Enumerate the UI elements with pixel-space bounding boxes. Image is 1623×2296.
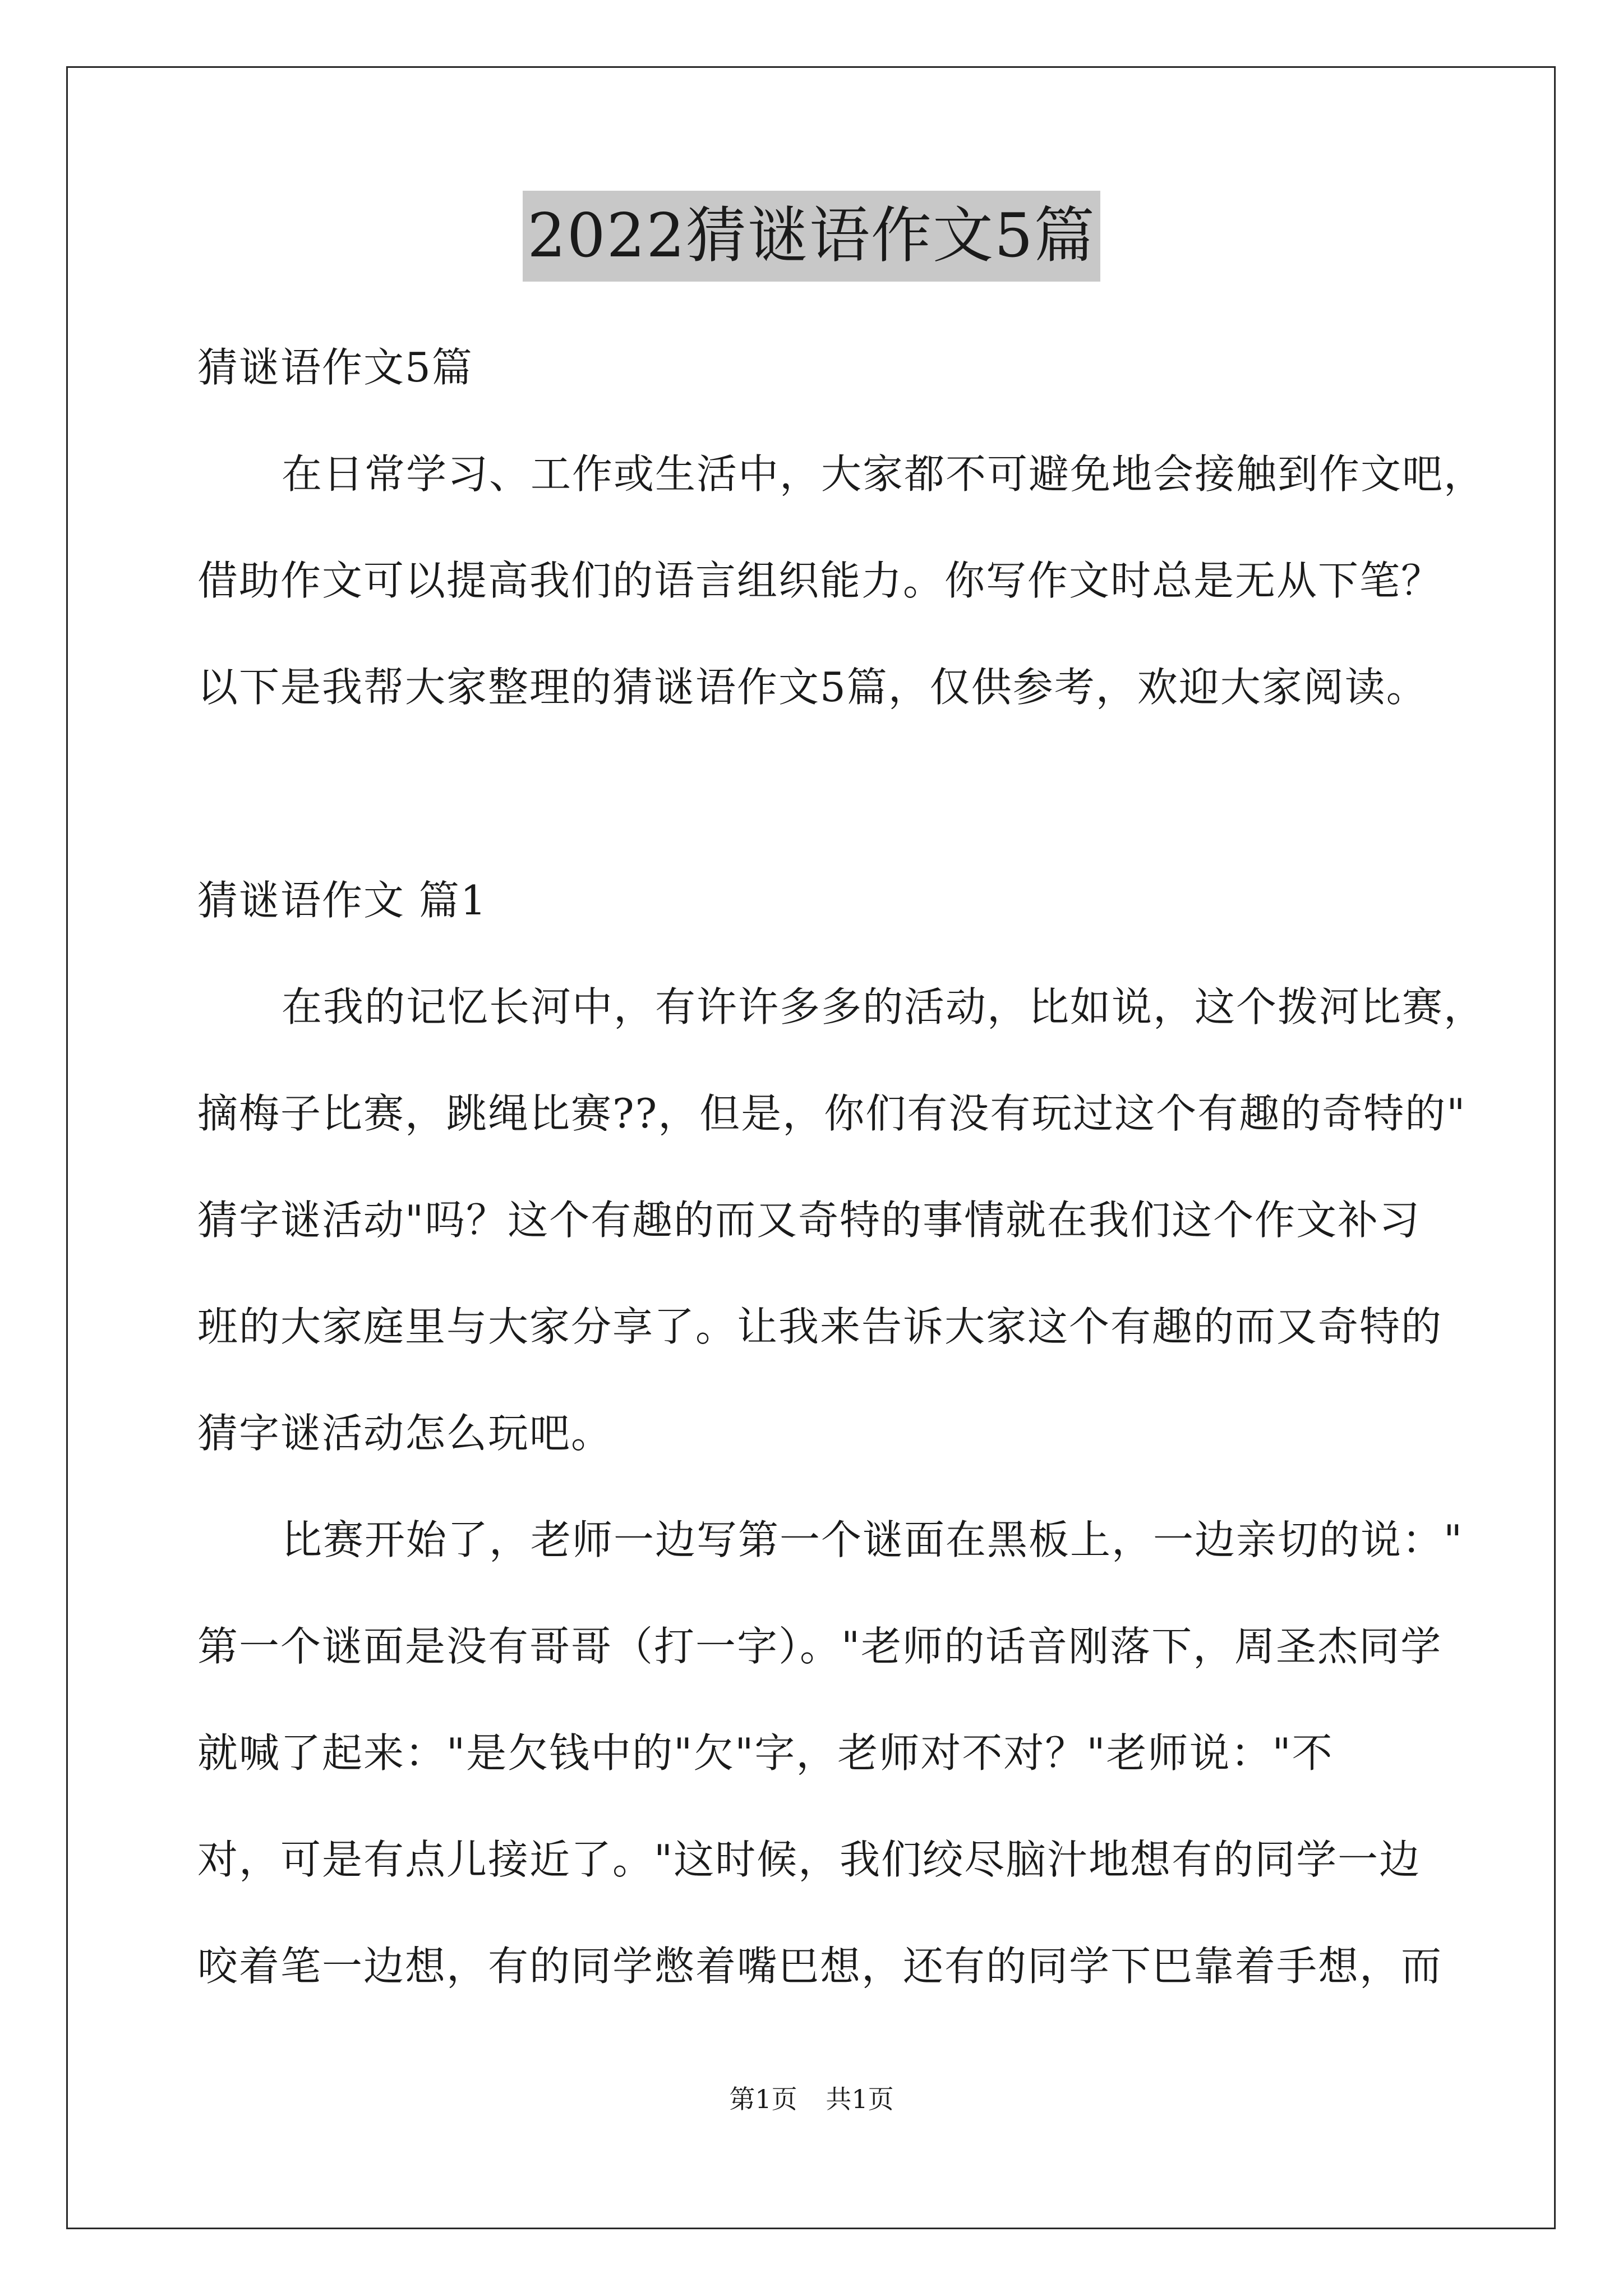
paragraph1-line: 猜字谜活动怎么玩吧。 [197, 1410, 613, 1457]
intro-line: 在日常学习、工作或生活中，大家都不可避免地会接触到作文吧， [282, 450, 1486, 498]
paragraph-gap [197, 740, 1431, 847]
intro-line: 以下是我帮大家整理的猜谜语作文5篇，仅供参考，欢迎大家阅读。 [197, 664, 1428, 711]
document-body [197, 314, 1486, 2019]
paragraph2-line: 比赛开始了，老师一边写第一个谜面在黑板上，一边亲切的说：" [282, 1516, 1464, 1563]
page-footer [0, 2082, 1623, 2116]
document-subtitle: 猜谜语作文5篇 [197, 344, 473, 391]
page-number: 第1页 [729, 2084, 797, 2114]
paragraph1-line: 班的大家庭里与大家分享了。让我来告诉大家这个有趣的而又奇特的 [197, 1303, 1443, 1350]
intro-line: 借助作文可以提高我们的语言组织能力。你写作文时总是无从下笔？ [197, 557, 1443, 604]
document-title: 2022猜谜语作文5篇 [523, 191, 1100, 282]
paragraph1-line: 在我的记忆长河中，有许许多多的活动，比如说，这个拨河比赛， [282, 983, 1486, 1030]
paragraph2-line: 对，可是有点儿接近了。"这时候，我们绞尽脑汁地想有的同学一边 [197, 1836, 1421, 1883]
paragraph2-line: 咬着笔一边想，有的同学憋着嘴巴想，还有的同学下巴靠着手想，而 [197, 1943, 1443, 1990]
title-container [0, 191, 1623, 282]
paragraph1-line: 猜字谜活动"吗？这个有趣的而又奇特的事情就在我们这个作文补习 [197, 1197, 1421, 1244]
paragraph2-line: 就喊了起来："是欠钱中的"欠"字，老师对不对？"老师说："不 [197, 1729, 1334, 1777]
page-total: 共1页 [826, 2084, 894, 2114]
paragraph2-line: 第一个谜面是没有哥哥（打一字）。"老师的话音刚落下，周圣杰同学 [197, 1623, 1442, 1670]
section-heading: 猜谜语作文 篇1 [197, 877, 487, 924]
paragraph1-line: 摘梅子比赛，跳绳比赛??，但是，你们有没有玩过这个有趣的奇特的" [197, 1090, 1467, 1137]
